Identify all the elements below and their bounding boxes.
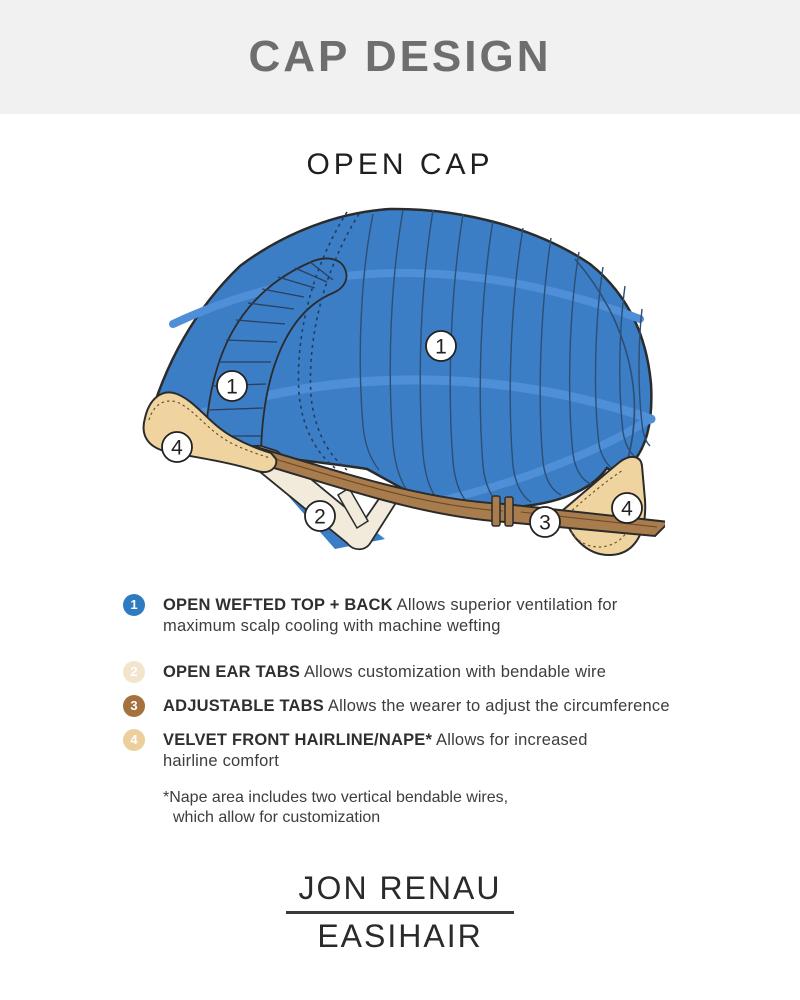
svg-text:1: 1: [226, 375, 238, 399]
nape-footnote: [0, 788, 800, 828]
legend-item-1: [123, 595, 800, 637]
legend-title-3: ADJUSTABLE TABS: [163, 697, 324, 715]
legend-item-3: [123, 696, 800, 717]
brand-name: JON RENAU: [298, 870, 502, 906]
page-header: [0, 0, 800, 114]
legend-badge-2: 2: [123, 661, 145, 683]
legend-text-4: [163, 730, 613, 772]
open-cap-illustration: [135, 204, 665, 574]
legend-title-1: OPEN WEFTED TOP + BACK: [163, 596, 393, 614]
callout-nape: [612, 493, 642, 523]
page-title: CAP DESIGN: [248, 32, 552, 81]
cap-diagram: [135, 204, 665, 579]
legend-badge-1: 1: [123, 594, 145, 616]
legend-title-4: VELVET FRONT HAIRLINE/NAPE*: [163, 731, 433, 749]
callout-ear-tab: [305, 501, 335, 531]
svg-text:1: 1: [435, 335, 447, 359]
legend-text-1: [163, 595, 643, 637]
strap-buckle: [492, 496, 500, 526]
legend-desc-1: Allows superior ventilation for maximum scalp cooling with machine wefting: [163, 596, 618, 635]
legend-desc-4: Allows for increased hairline comfort: [163, 731, 588, 770]
legend-title-2: OPEN EAR TABS: [163, 663, 301, 681]
legend-badge-3: 3: [123, 695, 145, 717]
callout-front-weft: [217, 371, 247, 401]
callout-main-top: [426, 331, 456, 361]
callout-adjustable-tab: [530, 507, 560, 537]
legend-desc-3: Allows the wearer to adjust the circumference: [327, 697, 670, 715]
logo-divider: [286, 911, 514, 914]
legend-text-2: [163, 662, 606, 683]
callout-front-hairline: [162, 432, 192, 462]
legend-text-3: [163, 696, 670, 717]
legend: [0, 595, 800, 772]
legend-badge-4: 4: [123, 729, 145, 751]
svg-text:2: 2: [314, 505, 326, 529]
legend-item-2: [123, 662, 800, 683]
svg-text:4: 4: [171, 436, 183, 460]
legend-item-4: [123, 730, 800, 772]
svg-text:3: 3: [539, 511, 551, 535]
footnote-line-2: which allow for customization: [173, 809, 381, 826]
footnote-line-1: *Nape area includes two vertical bendable wires,: [163, 789, 509, 806]
diagram-title: OPEN CAP: [306, 148, 494, 181]
sub-brand-name: EASIHAIR: [317, 917, 483, 954]
legend-desc-2: Allows customization with bendable wire: [303, 663, 607, 681]
svg-text:4: 4: [621, 497, 633, 521]
brand-logo: [0, 870, 800, 955]
